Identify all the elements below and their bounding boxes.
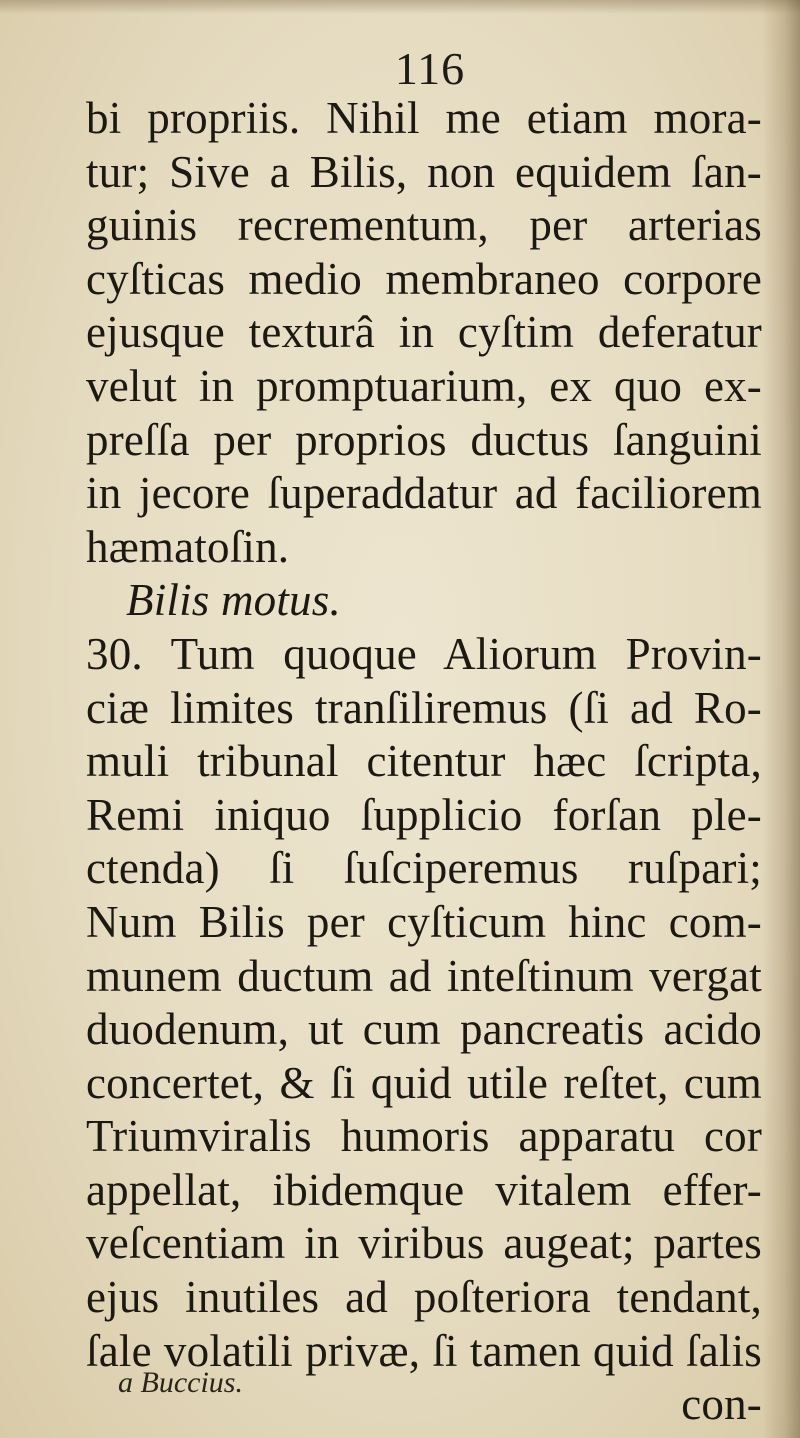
text-line: in jecore ſuperaddatur ad faciliorem (86, 468, 762, 519)
text-line: Triumviralis humoris apparatu cor (86, 1111, 762, 1162)
text-line: bi propriis. Nihil me etiam mora- (86, 93, 762, 143)
text-line: munem ductum ad inteſtinum vergat (86, 950, 762, 1001)
body-text (86, 92, 762, 1432)
text-line: ciæ limites tranſiliremus (ſi ad Ro- (86, 682, 762, 733)
text-line: appellat, ibidemque vitalem effer- (86, 1164, 762, 1215)
text-line: muli tribunal citentur hæc ſcripta, (86, 736, 762, 787)
text-line: ſale volatili privæ, ſi tamen quid ſalis (86, 1325, 762, 1376)
text-line: veſcentiam in viribus augeat; partes (86, 1218, 762, 1269)
text-line: hæmatoſin. (86, 521, 290, 572)
text-line: velut in promptuarium, ex quo ex- (86, 360, 762, 411)
page-gutter-shadow (762, 0, 800, 1438)
page-number: 116 (394, 43, 466, 94)
text-line: cyſticas medio membraneo corpore (86, 253, 762, 304)
text-line: concertet, & ſi quid utile reſtet, cum (86, 1057, 762, 1108)
text-line: ctenda) ſi ſuſciperemus ruſpari; (86, 843, 762, 894)
footnote: a Buccius. (118, 1366, 243, 1399)
text-line: Num Bilis per cyſticum hinc com- (86, 896, 762, 947)
section-heading: Bilis motus. (126, 575, 341, 626)
text-line: ejusque texturâ in cyſtim deferatur (86, 307, 762, 358)
catchword: con- (681, 1379, 762, 1430)
text-line: Remi iniquo ſupplicio forſan ple- (86, 789, 762, 840)
page-top-shadow (0, 0, 800, 14)
text-line: guinis recrementum, per arterias (86, 200, 762, 251)
text-line: preſſa per proprios ductus ſanguini (86, 414, 762, 465)
text-line: ejus inutiles ad poſteriora tendant, (86, 1272, 762, 1323)
text-line: tur; Sive a Bilis, non equidem ſan- (86, 146, 762, 197)
text-line: 30. Tum quoque Aliorum Provin- (86, 628, 762, 679)
text-line: duodenum, ut cum pancreatis acido (86, 1004, 762, 1055)
